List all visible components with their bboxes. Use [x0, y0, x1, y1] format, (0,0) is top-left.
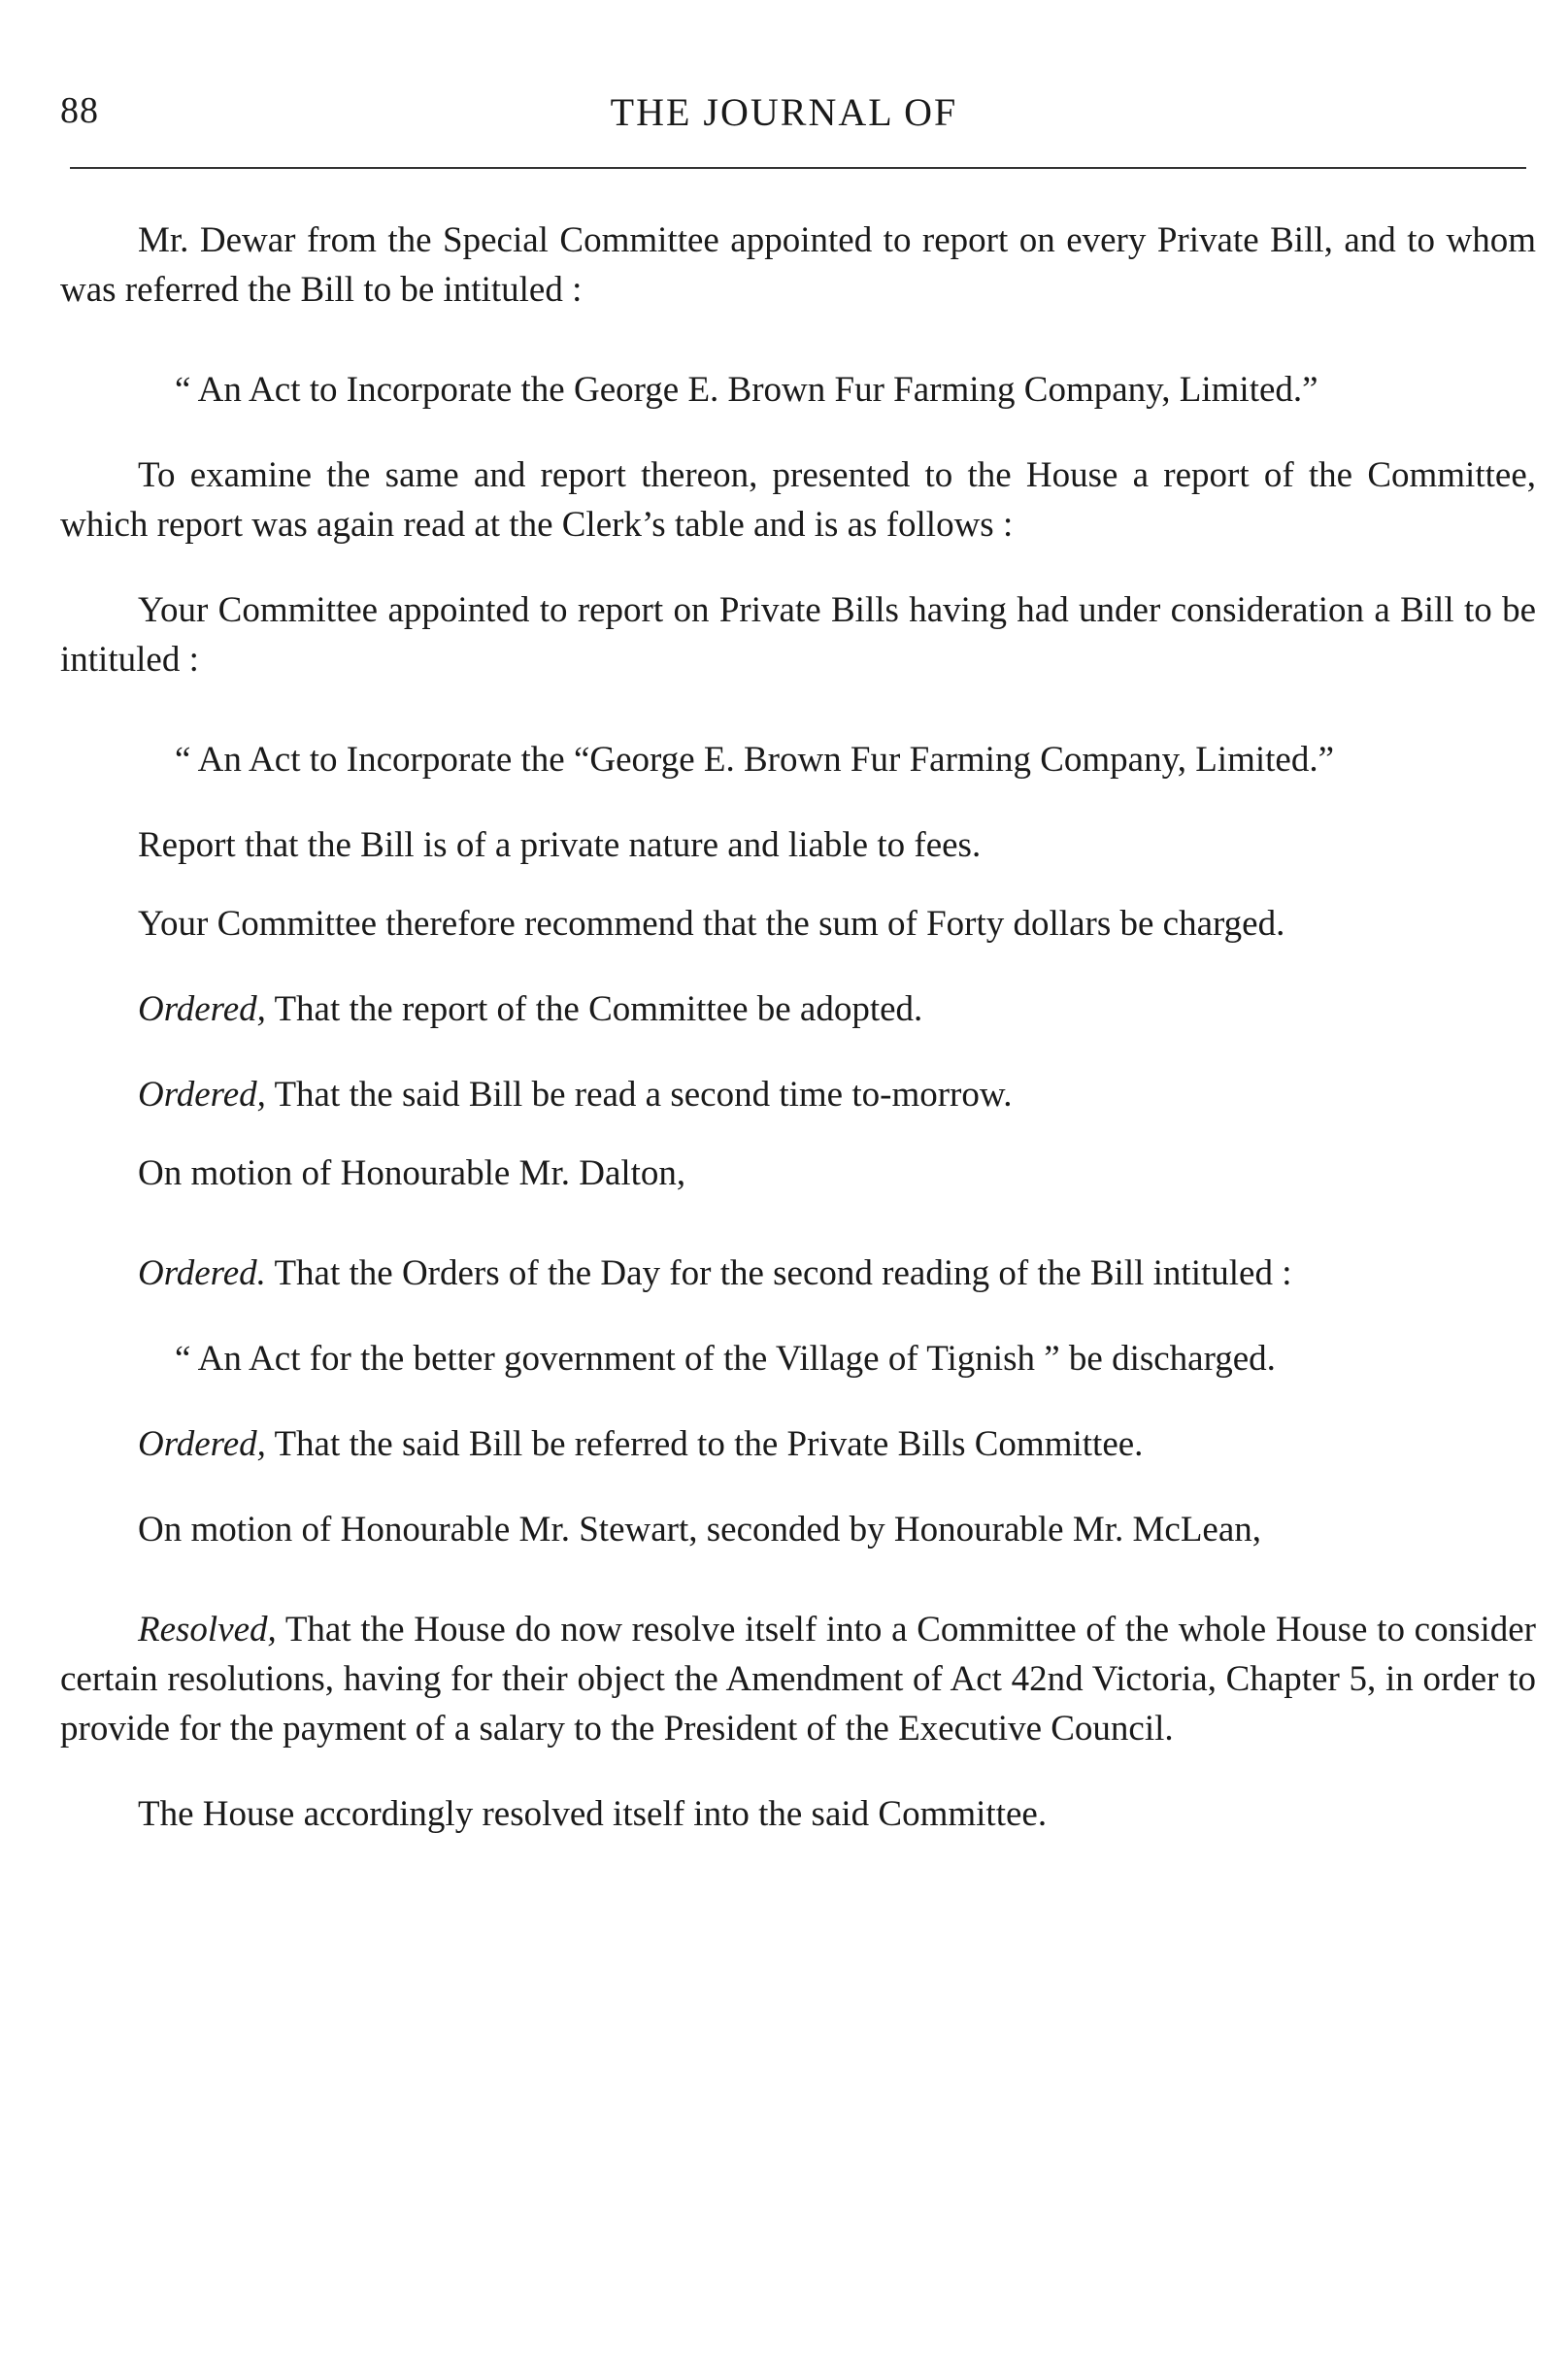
ordered-text: That the report of the Committee be adopted.	[265, 989, 923, 1029]
paragraph-resolved	[60, 1605, 1536, 1753]
ordered-lead: Ordered,	[138, 989, 266, 1029]
header-rule	[70, 167, 1526, 169]
page-body	[60, 216, 1536, 1839]
paragraph-ordered-orders-of-day	[60, 1249, 1536, 1298]
paragraph-examine: To examine the same and report thereon, presented to the House a report of the Committee, which report was again read at the Clerk’s table and is as follows :	[60, 455, 1536, 545]
ordered-text: That the said Bill be referred to the Private Bills Committee.	[265, 1424, 1144, 1464]
ordered-lead: Ordered,	[138, 1075, 266, 1115]
ordered-text: That the Orders of the Day for the second reading of the Bill intituled :	[265, 1253, 1292, 1293]
ordered-lead: Ordered.	[138, 1253, 266, 1293]
ordered-lead: Ordered,	[138, 1424, 266, 1464]
paragraph-bill-title-quoted: “ An Act to Incorporate the “George E. Brown Fur Farming Company, Limited.”	[175, 740, 1335, 780]
paragraph-recommend-sum: Your Committee therefore recommend that the sum of Forty dollars be charged.	[138, 904, 1285, 944]
page-number: 88	[60, 90, 99, 131]
paragraph-ordered-second-reading	[60, 1070, 1536, 1119]
paragraph-report-fees: Report that the Bill is of a private nature and liable to fees.	[138, 825, 982, 865]
paragraph-motion-dalton: On motion of Honourable Mr. Dalton,	[138, 1153, 686, 1193]
paragraph-committee-report-intro: Mr. Dewar from the Special Committee appointed to report on every Private Bill, and to whom was referred the Bill to be intituled :	[60, 220, 1536, 310]
ordered-text: That the said Bill be read a second time to-morrow.	[265, 1075, 1013, 1115]
resolved-lead: Resolved,	[138, 1610, 277, 1650]
paragraph-ordered-adopted	[60, 984, 1536, 1034]
paragraph-house-resolved: The House accordingly resolved itself into the said Committee.	[138, 1794, 1048, 1834]
paragraph-committee-consideration: Your Committee appointed to report on Private Bills having had under consideration a Bill to be intituled :	[60, 590, 1536, 680]
paragraph-motion-stewart: On motion of Honourable Mr. Stewart, seconded by Honourable Mr. McLean,	[138, 1510, 1262, 1550]
paragraph-ordered-referred	[60, 1419, 1536, 1469]
running-head: THE JOURNAL OF	[610, 90, 958, 134]
paragraph-tignish-bill: “ An Act for the better government of the Village of Tignish ” be discharged.	[175, 1339, 1276, 1379]
resolved-text: That the House do now resolve itself into a Committee of the whole House to consider certain resolutions, having for their object the Amendment of Act 42nd Victoria, Chapter 5, in order to provide for the payment of a salary to the President of the Executive Council.	[60, 1610, 1536, 1749]
paragraph-bill-title: “ An Act to Incorporate the George E. Brown Fur Farming Company, Limited.”	[175, 370, 1318, 410]
